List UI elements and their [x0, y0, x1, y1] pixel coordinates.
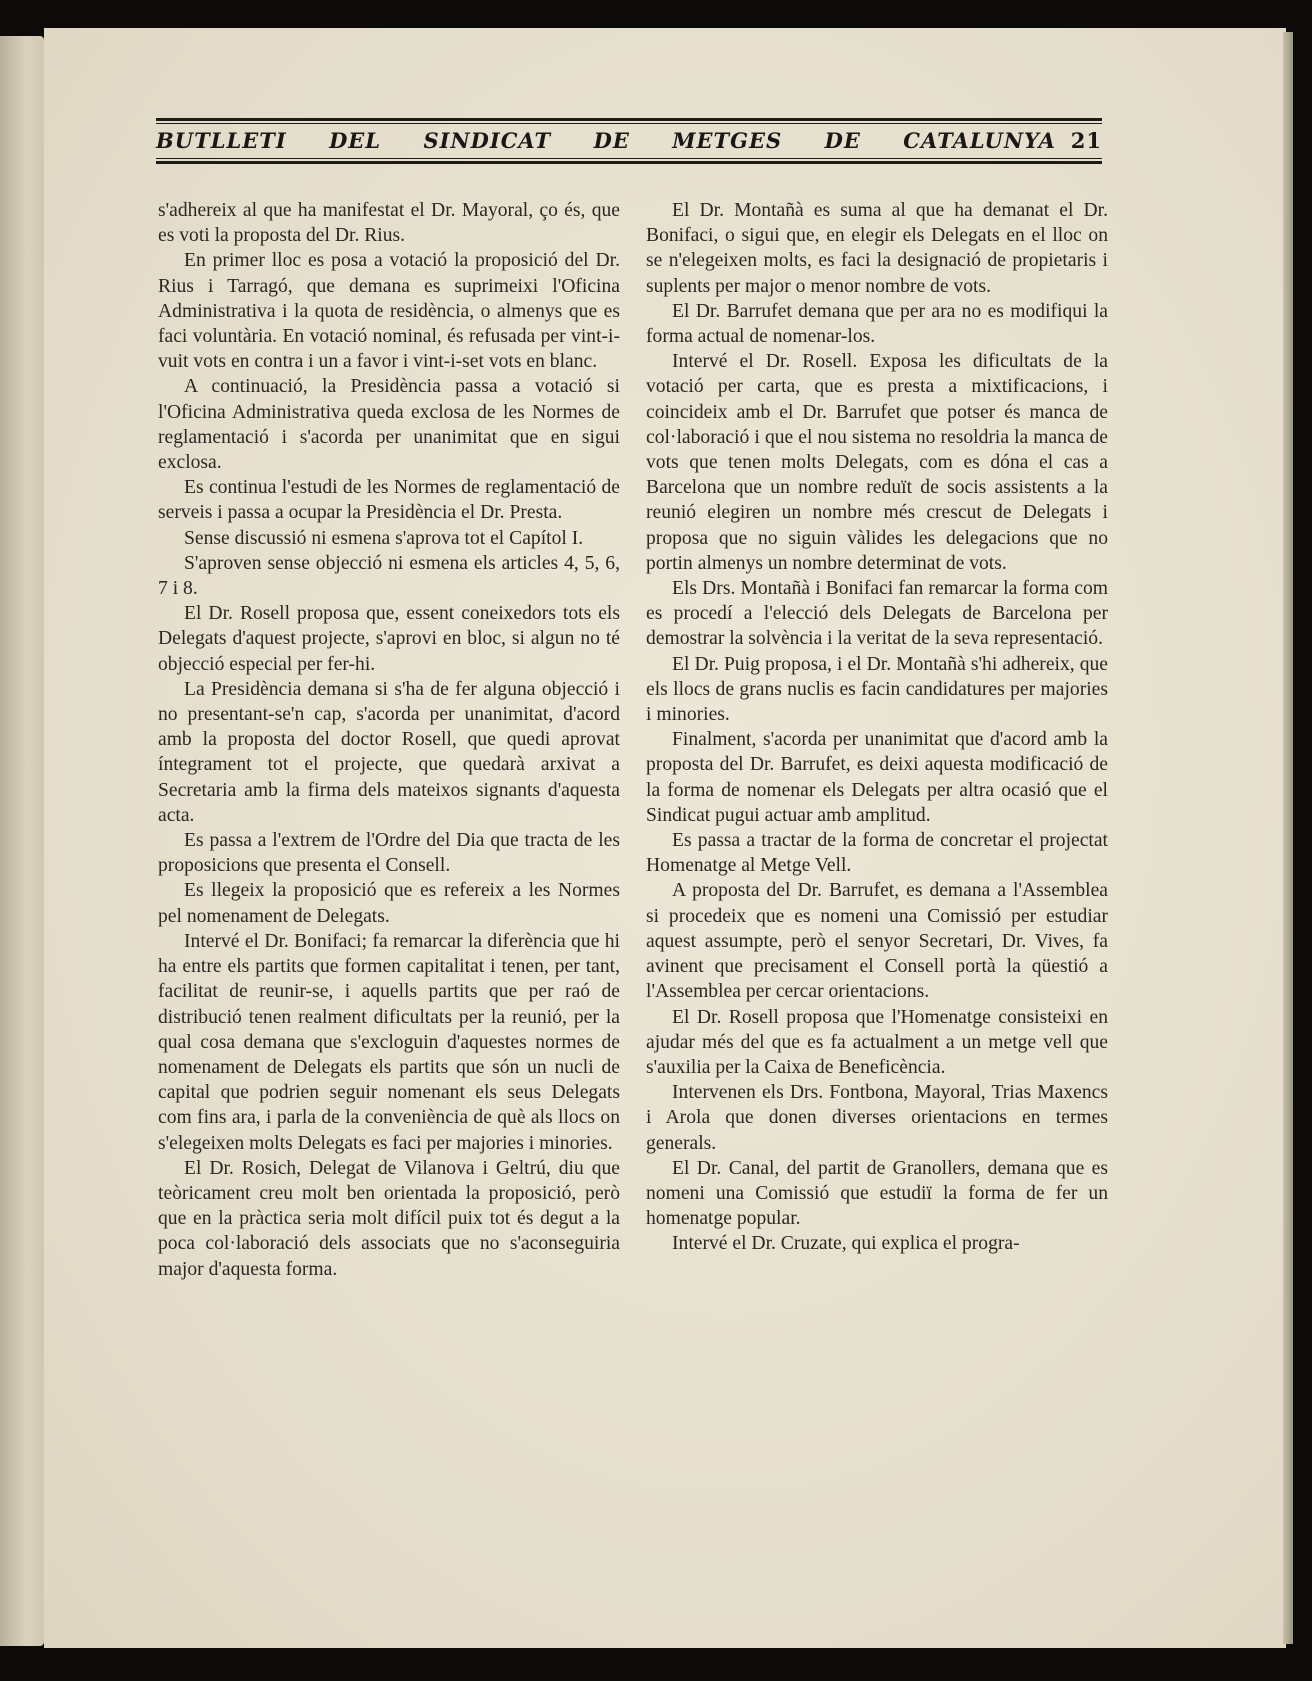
title-word: SINDICAT [423, 128, 552, 153]
paragraph: El Dr. Puig proposa, i el Dr. Montañà s'hi adhereix, que els llocs de grans nuclis es facin candidatures per majories i minories. [646, 653, 1108, 726]
page-number: 21 [1070, 128, 1102, 153]
title-word: DEL [329, 128, 382, 153]
paragraph: En primer lloc es posa a votació la proposició del Dr. Rius i Tarragó, que demana es suprimeixi l'Oficina Administrativa i la quota de residència, o almenys que es faci voluntària. En votació nominal, és refusada per vint-i-vuit vots en contra i un a favor i vint-i-set vots en blanc. [158, 250, 620, 373]
paragraph: S'aproven sense objecció ni esmena els articles 4, 5, 6, 7 i 8. [158, 552, 620, 600]
right-column [646, 198, 1108, 1257]
paragraph: A continuació, la Presidència passa a votació si l'Oficina Administrativa queda exclosa de les Normes de reglamentació i s'acorda per unanimitat que en sigui exclosa. [158, 376, 620, 474]
title-word: BUTLLETI [156, 128, 287, 153]
paragraph: La Presidència demana si s'ha de fer alguna objecció i no presentant-se'n cap, s'acorda per unanimitat, d'acord amb la proposta del doctor Rosell, que quedi aprovat íntegrament tot el projecte, que quedarà arxivat a Secretaria amb la firma dels mateixos signants d'aquesta acta. [158, 678, 620, 826]
paragraph: Sense discussió ni esmena s'aprova tot el Capítol I. [184, 527, 584, 549]
paragraph: Intervé el Dr. Rosell. Exposa les dificultats de la votació per carta, que es presta a mixtificacions, i coincideix amb el Dr. Barrufet que potser és manca de col·laboració i que el nou sistema no resoldria la manca de vots que tenen molts Delegats, com es dóna el cas a Barcelona que un nombre reduït de socis assistents a la reunió elegiren un nombre més crescut de Delegats i proposa que no siguin vàlides les delegacions que no portin almenys un nombre determinat de vots. [646, 351, 1108, 574]
header-bottom-rule-thick [156, 161, 1102, 164]
paragraph: A proposta del Dr. Barrufet, es demana a l'Assemblea si procedeix que es nomeni una Comissió per estudiar aquest assumpte, però el senyor Secretari, Dr. Vives, fa avinent que precisament el Consell portà la qüestió a l'Assemblea per cercar orientacions. [646, 880, 1108, 1003]
paragraph: Es passa a l'extrem de l'Ordre del Dia que tracta de les proposicions que presenta el Consell. [158, 830, 620, 877]
paragraph: Finalment, s'acorda per unanimitat que d'acord amb la proposta del Dr. Barrufet, es deixi aquesta modificació de la forma de nomenar els Delegats per altra ocasió que el Sindicat pugui actuar amb amplitud. [646, 729, 1108, 826]
page-edge-shadow [1283, 32, 1293, 1644]
paragraph: Intervé el Dr. Bonifaci; fa remarcar la diferència que hi ha entre els partits que formen capitalitat i tenen, per tant, facilitat de reunir-se, i aquells partits que per raó de distribució tenen realment dificultats per la reunió, per la qual cosa demana que s'excloguin d'aquestes normes de nomenament de Delegats els partits que són un nucli de capital que podrien seguir nomenant els seus Delegats com fins ara, i parla de la conveniència de què als llocs on s'elegeixen molts Delegats es faci per majories i minories. [158, 930, 620, 1154]
facing-page-edge [0, 36, 44, 1646]
header-top-rule-thin [156, 123, 1102, 124]
paragraph: Es llegeix la proposició que es refereix a les Normes pel nomenament de Delegats. [158, 880, 620, 927]
paragraph: El Dr. Barrufet demana que per ara no es modifiqui la forma actual de nomenar-los. [646, 300, 1108, 348]
title-word: DE [824, 128, 861, 153]
paragraph: El Dr. Rosich, Delegat de Vilanova i Geltrú, diu que teòricament creu molt ben orientada la proposició, però que en la pràctica seria molt difícil puix tot és degut a la poca col·laboració dels associats que no s'aconseguiria major d'aquesta forma. [158, 1157, 620, 1280]
header-top-rule [156, 118, 1102, 121]
paragraph: El Dr. Rosell proposa que l'Homenatge consisteixi en ajudar més del que es fa actualment a un metge vell que s'auxilia per la Caixa de Beneficència. [646, 1006, 1108, 1078]
paragraph: Intervenen els Drs. Fontbona, Mayoral, Trias Maxencs i Arola que donen diverses orientacions en termes generals. [646, 1082, 1108, 1154]
paragraph: El Dr. Rosell proposa que, essent coneixedors tots els Delegats d'aquest projecte, s'aprovi en bloc, si algun no té objecció especial per fer-hi. [158, 603, 620, 675]
title-word: CATALUNYA [903, 128, 1056, 153]
left-column [158, 198, 620, 1282]
journal-title [156, 128, 1056, 153]
paragraph: El Dr. Canal, del partit de Granollers, demana que es nomeni una Comissió que estudiï la forma de fer un homenatge popular. [646, 1157, 1108, 1230]
paragraph: s'adhereix al que ha manifestat el Dr. Mayoral, ço és, que es voti la proposta del Dr. Rius. [158, 200, 620, 247]
title-word: DE [593, 128, 630, 153]
header-bottom-rule [156, 158, 1102, 159]
paragraph: Es passa a tractar de la forma de concretar el projectat Homenatge al Metge Vell. [646, 830, 1108, 877]
paragraph: El Dr. Montañà es suma al que ha demanat el Dr. Bonifaci, o sigui que, en elegir els Delegats en el lloc on se n'elegeixen molts, es faci la designació de propietaris i suplents per major o menor nombre de vots. [646, 200, 1108, 297]
paragraph: Intervé el Dr. Cruzate, qui explica el progra- [672, 1233, 1020, 1255]
paragraph: Es continua l'estudi de les Normes de reglamentació de serveis i passa a ocupar la Presidència el Dr. Presta. [158, 477, 620, 524]
title-word: METGES [672, 128, 783, 153]
paragraph: Els Drs. Montañà i Bonifaci fan remarcar la forma com es procedí a l'elecció dels Delegats de Barcelona per demostrar la solvència i la veritat de la seva representació. [646, 578, 1108, 650]
running-header [156, 128, 1102, 154]
